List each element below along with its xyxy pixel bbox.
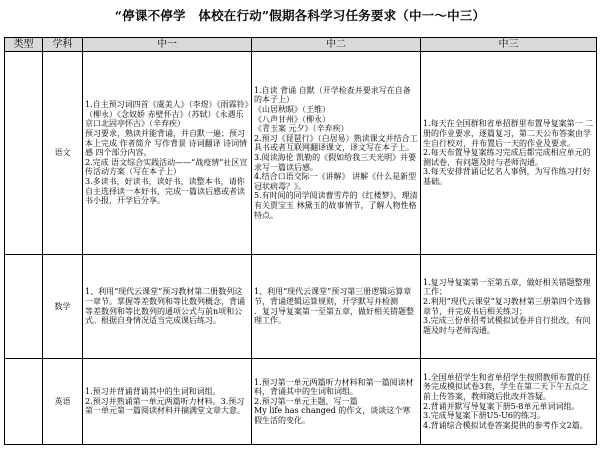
task-line: 2.利用“现代云课堂”复习教材第三册第四个选修章节，并完成书后相关练习； — [423, 296, 591, 316]
table-row — [5, 359, 597, 445]
task-line: 4.结合口语交际一《讲解》 讲解《什么是新型冠状病毒？》。 — [254, 172, 417, 191]
task-line: 2.预习第一单元主题，写一篇 — [254, 396, 358, 406]
task-table — [4, 37, 597, 445]
grade-2-tasks — [252, 359, 421, 445]
grade-1-tasks — [83, 255, 252, 359]
task-line: 1.预习并背诵背诵其中的生词和词组。 — [85, 387, 221, 397]
task-line: 1.全国单招学生和省单招学生按照教师布置的任务完成模拟试卷3套，学生在第二天下午五点之前上传答案，教师随后批改并答疑。 — [423, 372, 591, 401]
table-row — [5, 255, 597, 359]
grade-1-tasks — [83, 52, 252, 255]
task-line: 1.预习第一单元两篇听力材料和第一篇阅读材料，背诵其中的生词和词组。 — [254, 377, 414, 397]
task-line: 预习要求，熟读并能背诵，并自默一遍；预习本上完成 作者简介 写作背景 诗词翻译 诗词情感 四个部分内容。 — [85, 129, 248, 158]
task-line: 《青玉案 元夕》（辛弃疾） — [254, 124, 349, 134]
task-line: 1.每天在全国群和省单招群里布置导复案第一 二册的作业要求，逐篇复习，第二天公布答案由学生自行校对，并布置后一天的作业及要求。 — [423, 119, 594, 148]
task-line: 1.自主预习词四首《虞美人》（李煜）《雨霖铃》（柳永）《念奴娇 赤壁怀古》（苏轼）《永遇乐 京口北固亭怀古》（辛弃疾） — [85, 100, 249, 129]
task-line: ．复习导复案第一至第五章，做好相关错题整理工作。 — [254, 306, 414, 326]
task-line: 1、利用“现代云课堂”预习第三册逻辑运算章节，背诵逻辑运算规则，开学默写并检测 — [254, 287, 412, 306]
header-row — [5, 38, 597, 52]
task-line: 1、利用“现代云课堂”预习教材第二册数列这一章节。掌握等差数列和等比数列概念，背诵等差数列和等比数列的通项公式与前n项和公式。根据自身情况适当完成课后练习。 — [85, 287, 245, 326]
task-line: 2.完成 语文综合实践活动——“战疫情”社区宣传活动方案（写在本子上） — [85, 157, 248, 177]
header-type: 类型 — [5, 38, 43, 52]
task-line: 3.多读书，好读书，读好书，读整本书，请你自主选择读一本好书，完成一篇读后感或者读书小报，开学后分享。 — [85, 176, 245, 206]
task-line: 2.预习《琵琶行》（白居易）熟读课文并结合工具书或者互联网翻译课文，译文写在本子上。 — [254, 133, 418, 153]
grade-3-tasks — [421, 52, 597, 255]
task-line: 1.复习导复案第一至第五章，做好相关错题整理工作； — [423, 277, 591, 297]
grade-3-tasks — [421, 359, 597, 445]
task-line: 2.背诵并默写导复案下册5-8单元单词词组。 — [423, 401, 580, 411]
type-cell — [5, 255, 43, 359]
task-line: 3.阅读海伦 凯勒的《假如给我三天光明》并要求写一篇读后感。 — [254, 153, 417, 172]
task-line: 2.每天布置导复案练习完成后都完成相应单元的测试卷，有问题及时与老师沟通。 — [423, 148, 591, 167]
subject-cell: 语文 — [43, 52, 83, 255]
page-title: “停课不停学 体校在行动”假期各科学习任务要求（中一～中三） — [114, 8, 486, 23]
grade-3-tasks — [421, 255, 597, 359]
task-line: 3.完成导复案下册U5-U6的练习。 — [423, 411, 545, 421]
task-line: 4.背诵综合模拟试卷答案提供的参考作文2篇。 — [423, 420, 588, 430]
type-cell — [5, 359, 43, 445]
header-subject: 学科 — [43, 38, 83, 52]
header-grade-3: 中三 — [421, 38, 597, 52]
task-line: 《八声甘州》（柳永） — [254, 114, 330, 124]
task-line: 1.自读 背诵 自默（开学检查并要求写在自备的本子上） — [254, 85, 411, 105]
task-line: 3.完成三份单招考试模拟试卷并自行批改，有问题及时与老师沟通。 — [423, 316, 591, 335]
task-line: 5.有时间的同学阅读曹雪芹的《红楼梦》，理清有关贾宝玉 林黛玉的故事情节，了解人物性格特点。 — [254, 191, 418, 220]
task-line: 2.预习并熟诵第一单元两篇听力材料。3.预习第一单元第一篇阅读材料并摘满堂文章大意。 — [85, 396, 245, 416]
grade-2-tasks — [252, 255, 421, 359]
type-cell — [5, 52, 43, 255]
subject-cell: 英语 — [43, 359, 83, 445]
subject-cell: 数学 — [43, 255, 83, 359]
grade-1-tasks — [83, 359, 252, 445]
header-grade-1: 中一 — [83, 38, 252, 52]
task-line: 3.每天安排背诵记忆名人事例，为写作练习打好基础。 — [423, 167, 591, 186]
table-row — [5, 52, 597, 255]
task-line: My life has changed 的作文，谈谈这个寒假生活的变化。 — [254, 406, 411, 425]
grade-2-tasks — [252, 52, 421, 255]
task-line: 《山居秋暝》（王维） — [254, 105, 330, 115]
header-grade-2: 中二 — [252, 38, 421, 52]
